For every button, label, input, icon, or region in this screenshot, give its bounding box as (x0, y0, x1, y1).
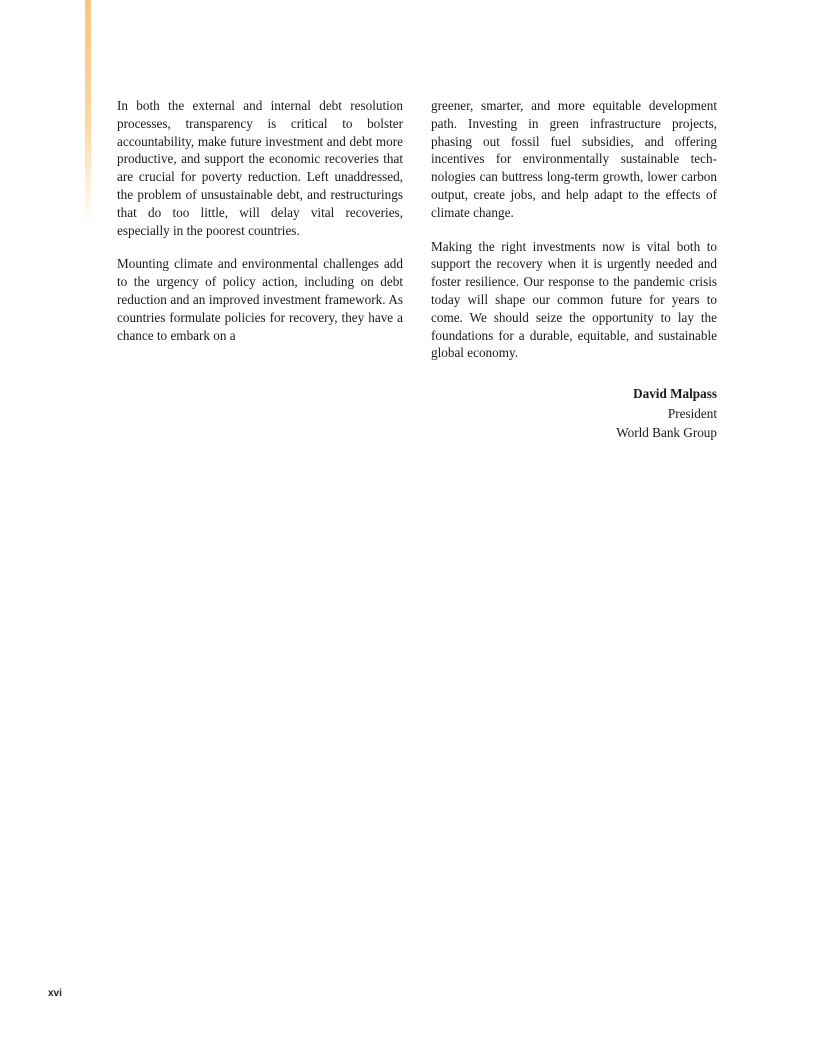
paragraph-climate-challenges: Mounting climate and environmental challenges add to the urgency of policy action, including on debt reduction and an improved investment framework. As countries formulate policies for recovery, they have a chance to embark on a (117, 256, 403, 343)
signatory-name: David Malpass (633, 386, 717, 402)
paragraph-green-development: greener, smarter, and more equitable development path. Investing in green infrastructure projects, phasing out fossil fuel subsidies, and offering incentives for environmentally sustainable technologies can buttress long-term growth, lower carbon output, create jobs, and help adapt to the effects of climate change. (431, 98, 717, 220)
text-column-left (117, 97, 403, 360)
signatory-title: President (667, 405, 717, 421)
signatory-organization: World Bank Group (616, 424, 717, 440)
paragraph-debt-transparency: In both the external and internal debt resolution processes, transparency is critical to bolster accountability, make future investment and debt more productive, and support the economic recoveries that are crucial for poverty reduction. Left unaddressed, the problem of unsustainable debt, and restructurings that do too little, will delay vital recoveries, especially in the poorest countries. (117, 98, 403, 238)
paragraph-right-investments: Making the right investments now is vital both to support the recovery when it is urgently needed and foster resilience. Our response to the pandemic crisis today will shape our common future for years to come. We should seize the opportunity to lay the foundations for a durable, equitable, and sustainable global economy. (431, 238, 717, 361)
decorative-accent-bar (85, 0, 91, 225)
page-number: xvi (48, 988, 62, 999)
signature-block (431, 384, 717, 442)
text-column-right (431, 97, 717, 442)
